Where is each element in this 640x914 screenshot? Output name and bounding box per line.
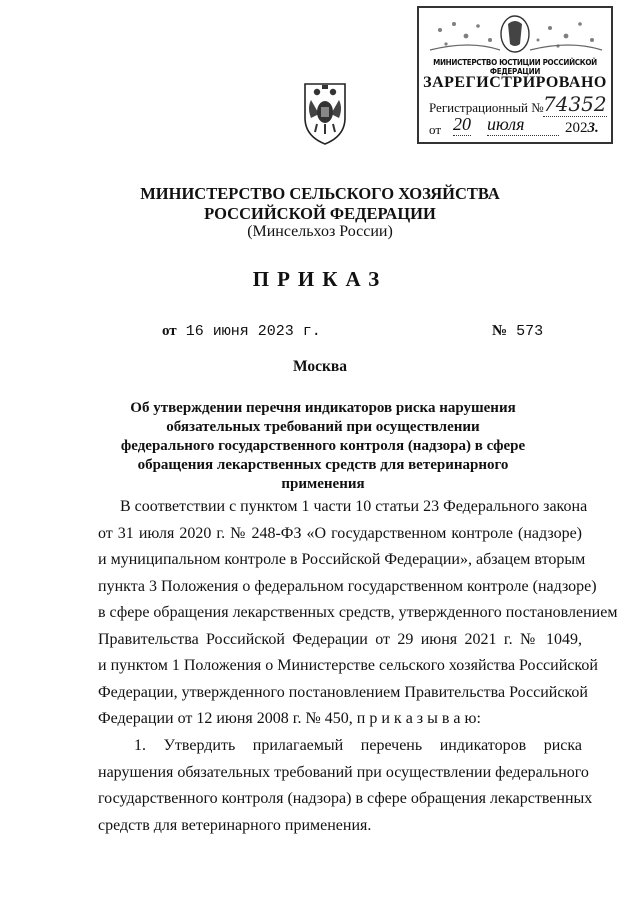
order-number-prefix: № [492, 323, 508, 339]
paragraph-line: средств для ветеринарного применения. [98, 816, 372, 834]
order-city: Москва [292, 358, 348, 375]
stamp-date-year-printed: 202 [565, 120, 588, 136]
stamp-reg-number-label: Регистрационный № [429, 100, 544, 115]
paragraph-line: В соответствии с пунктом 1 части 10 статьи 23 Федерального закона [120, 498, 588, 515]
body-paragraph-2 [98, 733, 593, 839]
stamp-date-day-handwritten: 20 [453, 114, 471, 134]
ministry-name-line2: РОССИЙСКОЙ ФЕДЕРАЦИИ [204, 204, 436, 223]
stamp-date-month-handwritten: июля [487, 114, 559, 136]
stamp-date-year-handwritten: 3. [587, 120, 599, 136]
paragraph-line: и пунктом 1 Положения о Министерстве сельского хозяйства Российской [98, 657, 598, 674]
paragraph-line: нарушения обязательных требований при осуществлении федерального [98, 763, 589, 781]
order-date [162, 323, 321, 340]
order-date-value: 16 июня 2023 г. [185, 323, 321, 340]
paragraph-line: государственного контроля (надзора) в сфере обращения лекарственных [98, 790, 593, 807]
stamp-date-prefix: от [429, 122, 442, 137]
stamp-registered-label: ЗАРЕГИСТРИРОВАНО [423, 74, 607, 91]
paragraph-line: 1. Утвердить прилагаемый перечень индикаторов риска [134, 737, 582, 754]
coat-of-arms-emblem [299, 78, 351, 146]
paragraph-line: и муниципальном контроле в Российской Федерации», абзацем вторым [98, 551, 586, 568]
paragraph-line: в сфере обращения лекарственных средств, утвержденного постановлением [98, 604, 618, 621]
paragraph-line: Правительства Российской Федерации от 29 июня 2021 г. № 1049, [98, 630, 582, 648]
registration-stamp [417, 6, 613, 144]
ministry-name-line1: МИНИСТЕРСТВО СЕЛЬСКОГО ХОЗЯЙСТВА [140, 184, 500, 203]
paragraph-line: Федерации, утвержденного постановлением Правительства Российской [98, 683, 588, 701]
order-number [492, 323, 543, 340]
ministry-short-name: (Минсельхоз России) [247, 223, 393, 240]
order-number-value: 573 [516, 323, 544, 340]
paragraph-line: от 31 июля 2020 г. № 248-ФЗ «О государственном контроле (надзоре) [98, 524, 582, 542]
order-subject: Об утверждении перечня индикаторов риска нарушения обязательных требований при осуществлении федерального государственного контроля (надзора) в сфере обращения лекарственных средств для ветеринарного применения [120, 400, 526, 492]
stamp-reg-number-handwritten: 74352 [543, 92, 607, 116]
stamp-ministry-name: МИНИСТЕРСТВО ЮСТИЦИИ РОССИЙСКОЙ ФЕДЕРАЦИИ [433, 58, 597, 76]
stamp-date-year [565, 120, 599, 137]
paragraph-line: пункта 3 Положения о федеральном государственном контроле (надзоре) [98, 577, 597, 595]
paragraph-line: Федерации от 12 июня 2008 г. № 450, п р и к а з ы в а ю: [98, 710, 481, 727]
order-date-prefix: от [162, 323, 177, 339]
stamp-seal-emblem [420, 10, 610, 58]
order-title: ПРИКАЗ [252, 267, 388, 291]
body-paragraph-1 [98, 494, 618, 733]
